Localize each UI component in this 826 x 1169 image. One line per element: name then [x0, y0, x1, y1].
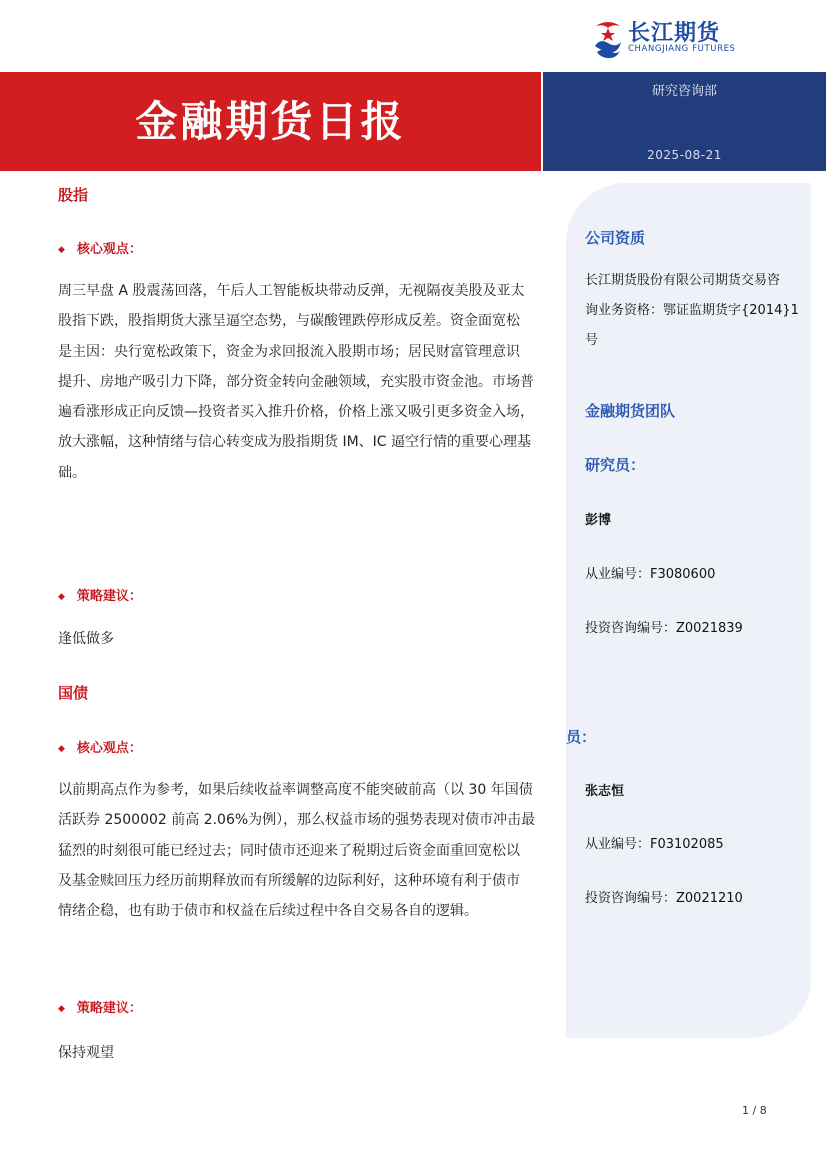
paragraph-line: 遍看涨形成正向反馈—投资者买入推升价格，价格上涨又吸引更多资金入场， — [58, 404, 534, 421]
page-number: 1 / 8 — [742, 1104, 767, 1117]
sidebar-panel — [566, 183, 811, 1038]
paragraph-line: 猛烈的时刻很可能已经过去；同时债市还迎来了税期过后资金面重回宽松以 — [58, 842, 520, 859]
strategy-heading — [58, 585, 142, 604]
strategy-label: 策略建议： — [76, 589, 142, 604]
paragraph-line: 放大涨幅，这种情绪与信心转变成为股指期货 IM、IC 逼空行情的重要心理基 — [58, 434, 532, 451]
section-title: 国债 — [58, 684, 89, 702]
partial-heading: 员： — [566, 728, 597, 746]
report-date: 2025-08-21 — [647, 148, 722, 162]
qualification-line: 号 — [585, 333, 599, 348]
analyst-license: 从业编号：F3080600 — [585, 567, 716, 582]
researcher-heading: 研究员： — [585, 456, 646, 474]
logo-mark-icon — [592, 16, 624, 60]
core-view-heading — [58, 737, 142, 756]
diamond-bullet-icon: ◆ — [58, 744, 65, 754]
report-title: 金融期货日报 — [135, 97, 406, 146]
department-label: 研究咨询部 — [651, 84, 717, 99]
logo-subtext: CHANGJIANG FUTURES — [628, 44, 736, 54]
paragraph-line: 周三早盘 A 股震荡回落，午后人工智能板块带动反弹，无视隔夜美股及亚太 — [58, 283, 525, 299]
paragraph-line: 是主因：央行宽松政策下，资金为求回报流入股期市场；居民财富管理意识 — [58, 343, 520, 360]
paragraph-line: 以前期高点作为参考，如果后续收益率调整高度不能突破前高（以 30 年国债 — [58, 782, 533, 798]
core-view-label: 核心观点： — [76, 242, 142, 257]
team-heading: 金融期货团队 — [585, 402, 676, 420]
analyst-name: 张志恒 — [585, 784, 625, 799]
analyst-consult-id: 投资咨询编号：Z0021210 — [585, 891, 743, 906]
paragraph-line: 及基金赎回压力经历前期释放而有所缓解的边际利好，这种环境有利于债市 — [58, 872, 520, 889]
strategy-text: 逢低做多 — [58, 631, 114, 647]
paragraph-line: 股指下跌，股指期货大涨呈逼空态势，与碳酸锂跌停形成反差。资金面宽松 — [58, 313, 520, 330]
core-view-label: 核心观点： — [76, 741, 142, 756]
strategy-label: 策略建议： — [76, 1001, 142, 1016]
section-title: 股指 — [58, 186, 89, 204]
analyst-license: 从业编号：F03102085 — [585, 837, 724, 852]
paragraph-line: 情绪企稳，也有助于债市和权益在后续过程中各自交易各自的逻辑。 — [58, 903, 478, 920]
paragraph-line: 础。 — [58, 464, 86, 481]
company-logo — [592, 16, 767, 60]
info-banner — [543, 72, 826, 171]
logo-text: 长江期货 — [628, 21, 721, 46]
analyst-name: 彭博 — [585, 513, 612, 528]
diamond-bullet-icon: ◆ — [58, 592, 65, 602]
analyst-consult-id: 投资咨询编号：Z0021839 — [585, 621, 743, 636]
core-view-paragraph — [58, 775, 548, 926]
strategy-heading — [58, 997, 142, 1016]
qualification-line: 长江期货股份有限公司期货交易咨 — [585, 273, 781, 288]
paragraph-line: 活跃券 2500002 前高 2.06%为例），那么权益市场的强势表现对债市冲击最 — [58, 812, 536, 829]
title-banner — [0, 72, 541, 171]
qualification-line: 询业务资格：鄂证监期货字{2014}1 — [585, 303, 799, 318]
qualification-text — [585, 266, 807, 356]
diamond-bullet-icon: ◆ — [58, 1004, 65, 1014]
paragraph-line: 提升、房地产吸引力下降，部分资金转向金融领域，充实股市资金池。市场普 — [58, 373, 534, 390]
strategy-text: 保持观望 — [58, 1045, 114, 1061]
qualification-heading: 公司资质 — [585, 229, 646, 247]
core-view-paragraph — [58, 276, 548, 488]
core-view-heading — [58, 238, 142, 257]
diamond-bullet-icon: ◆ — [58, 245, 65, 255]
